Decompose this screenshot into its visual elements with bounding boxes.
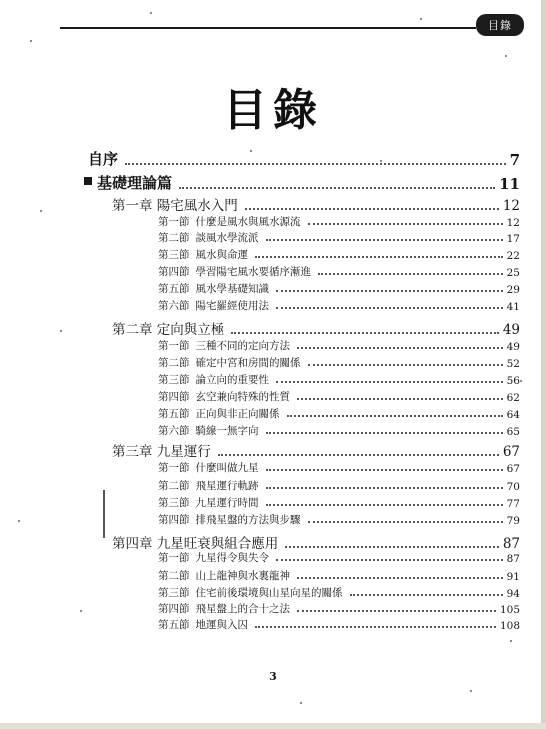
toc-label (158, 512, 304, 527)
scan-speck (470, 690, 472, 692)
toc-part-entry (84, 172, 520, 193)
toc-section-number: 第五節 (158, 408, 190, 420)
toc-section-number: 第三節 (158, 587, 190, 599)
dot-leader (276, 289, 503, 292)
dot-leader (308, 520, 503, 523)
toc-section-number: 第四節 (158, 391, 190, 403)
scan-speck (420, 18, 422, 20)
toc-label (158, 355, 304, 370)
toc-label (158, 281, 272, 296)
toc-section-entry (158, 389, 520, 404)
toc-title: 風水學基礎知識 (195, 283, 269, 295)
toc-section-number: 第四節 (158, 514, 190, 526)
toc-section-entry (158, 281, 520, 296)
toc-chapter-entry (112, 532, 520, 552)
scan-speck (300, 702, 302, 704)
toc-title: 九星運行時間 (195, 497, 259, 509)
toc-title: 騎線一無字向 (195, 425, 259, 437)
dot-leader (276, 380, 503, 383)
toc-page-number: 79 (506, 515, 520, 527)
scan-speck (520, 380, 522, 382)
toc-label (112, 318, 227, 338)
toc-label (158, 372, 272, 387)
toc-title: 山上龍神與水裏龍神 (195, 570, 290, 582)
toc-label (158, 550, 272, 565)
toc-section-number: 第六節 (158, 300, 190, 312)
toc-section-number: 第四節 (158, 603, 190, 615)
toc-section-entry (158, 423, 520, 438)
toc-page-number: 29 (506, 284, 520, 296)
toc-label (112, 532, 281, 552)
dot-leader (266, 238, 503, 241)
dot-leader (308, 222, 503, 225)
dot-leader (276, 306, 503, 309)
toc-section-number: 第二節 (158, 570, 190, 582)
toc-section-entry (158, 617, 520, 632)
dot-leader (287, 414, 503, 417)
dot-leader (245, 207, 499, 210)
dot-leader (308, 363, 503, 366)
toc-title: 地運與入囚 (195, 619, 248, 631)
toc-label (158, 338, 293, 353)
toc-label (88, 148, 121, 169)
toc-title: 正向與非正向關係 (195, 408, 280, 420)
toc-page-number: 91 (506, 571, 520, 583)
toc-section-entry (158, 512, 520, 527)
dot-leader (266, 431, 503, 434)
toc-title: 第三章 九星運行 (112, 444, 211, 460)
scan-speck (80, 610, 82, 612)
toc-section-number: 第一節 (158, 340, 190, 352)
toc-page-number: 105 (499, 604, 520, 616)
scan-speck (250, 150, 252, 152)
toc-title: 第二章 定向與立極 (112, 322, 225, 338)
toc-label (158, 601, 293, 616)
toc-section-entry (158, 264, 520, 279)
dot-leader (297, 397, 503, 400)
toc-chapter-entry (112, 194, 520, 214)
toc-title: 確定中宮和房間的關係 (195, 357, 301, 369)
toc-page-number: 49 (502, 322, 520, 338)
toc-chapter-entry (112, 440, 520, 460)
toc-page-number: 12 (506, 217, 520, 229)
toc-title: 什麼是風水與風水源流 (195, 216, 301, 228)
scan-speck (18, 520, 20, 522)
dot-leader (255, 255, 503, 258)
toc-section-number: 第一節 (158, 462, 190, 474)
toc-section-entry (158, 338, 520, 353)
dot-leader (350, 593, 503, 596)
toc-section-entry (158, 230, 520, 245)
toc-section-entry (158, 406, 520, 421)
toc-page-number: 17 (506, 233, 520, 245)
toc-label (158, 214, 304, 229)
toc-title: 學習陽宅風水要循序漸進 (195, 266, 311, 278)
toc-section-number: 第六節 (158, 425, 190, 437)
toc-label (158, 247, 251, 262)
dot-leader (255, 625, 496, 628)
toc-section-entry (158, 585, 520, 600)
dot-leader (285, 545, 499, 548)
toc-title: 陽宅羅經使用法 (195, 300, 269, 312)
dot-leader (231, 331, 499, 334)
dot-leader (266, 503, 503, 506)
toc-label (158, 478, 262, 493)
toc-page-number: 41 (506, 301, 520, 313)
header-tab-label: 目錄 (488, 19, 512, 32)
toc-label (112, 440, 214, 460)
toc-page-number: 70 (506, 481, 520, 493)
scan-speck (510, 640, 512, 642)
toc-title: 基礎理論篇 (97, 174, 173, 192)
toc-page-number: 87 (502, 536, 520, 552)
toc-page-number: 64 (506, 409, 520, 421)
toc-section-number: 第一節 (158, 216, 190, 228)
scan-speck (30, 40, 32, 42)
toc-page-number: 77 (506, 498, 520, 510)
toc-section-entry (158, 495, 520, 510)
toc-section-number: 第五節 (158, 619, 190, 631)
scan-speck (505, 55, 507, 57)
toc-title: 自序 (88, 150, 119, 168)
toc-section-entry (158, 214, 520, 229)
toc-label (158, 389, 293, 404)
toc-page-number: 11 (499, 175, 520, 193)
toc-title: 談風水學流派 (195, 232, 259, 244)
toc-section-number: 第四節 (158, 266, 190, 278)
toc-label (84, 172, 175, 193)
toc-title: 飛星運行軌跡 (195, 480, 259, 492)
dot-leader (276, 558, 503, 561)
toc-label (112, 194, 241, 214)
toc-label (158, 617, 251, 632)
dot-leader (179, 186, 495, 189)
toc-part-entry (88, 148, 520, 169)
toc-title: 第四章 九星旺衰與組合應用 (112, 536, 279, 552)
toc-page-number: 67 (506, 463, 520, 475)
toc-chapter-entry (112, 318, 520, 338)
scan-speck (150, 12, 152, 14)
page-title: 目錄 (223, 85, 323, 136)
scan-speck (60, 330, 62, 332)
toc-section-number: 第一節 (158, 552, 190, 564)
toc-section-number: 第二節 (158, 232, 190, 244)
toc-page-number: 94 (506, 588, 520, 600)
toc-page-number: 65 (506, 426, 520, 438)
toc-title: 排飛星盤的方法與步驟 (195, 514, 301, 526)
dot-leader (266, 468, 503, 471)
toc-title: 什麼叫做九星 (195, 462, 259, 474)
toc-label (158, 568, 293, 583)
toc-section-number: 第二節 (158, 480, 190, 492)
toc-title: 住宅前後環境與山星向星的關係 (195, 587, 343, 599)
dot-leader (125, 162, 506, 165)
toc-label (158, 298, 272, 313)
toc-title: 玄空兼向特殊的性質 (195, 391, 290, 403)
toc-label (158, 264, 314, 279)
toc-label (158, 460, 262, 475)
toc-section-entry (158, 478, 520, 493)
toc-page-number: 56 (506, 375, 520, 387)
toc-title: 飛星盤上的合十之法 (195, 603, 290, 615)
toc-section-number: 第三節 (158, 374, 190, 386)
toc-title: 風水與命運 (195, 249, 248, 261)
toc-page-number: 49 (506, 341, 520, 353)
toc-section-entry (158, 550, 520, 565)
dot-leader (318, 272, 503, 275)
toc-section-entry (158, 568, 520, 583)
toc-page-number: 87 (506, 553, 520, 565)
toc-label (158, 495, 262, 510)
toc-page-number: 25 (506, 267, 520, 279)
toc-page-number: 7 (509, 151, 520, 169)
toc-title: 第一章 陽宅風水入門 (112, 198, 238, 214)
margin-mark (103, 490, 105, 538)
toc-page-number: 12 (502, 198, 520, 214)
toc-section-number: 第三節 (158, 249, 190, 261)
toc-title: 三種不同的定向方法 (195, 340, 290, 352)
toc-title: 論立向的重要性 (195, 374, 269, 386)
scan-speck (380, 160, 382, 162)
toc-label (158, 406, 283, 421)
toc-section-entry (158, 601, 520, 616)
toc-title: 九星得令與失令 (195, 552, 269, 564)
dot-leader (297, 346, 503, 349)
toc-label (158, 585, 346, 600)
toc-section-entry (158, 460, 520, 475)
toc-section-entry (158, 247, 520, 262)
toc-section-number: 第三節 (158, 497, 190, 509)
dot-leader (266, 486, 503, 489)
toc-section-entry (158, 372, 520, 387)
toc-section-number: 第五節 (158, 283, 190, 295)
toc-section-number: 第二節 (158, 357, 190, 369)
square-bullet-icon (84, 177, 92, 185)
toc-label (158, 423, 262, 438)
toc-page-number: 62 (506, 392, 520, 404)
dot-leader (218, 453, 499, 456)
toc-section-entry (158, 298, 520, 313)
toc-page-number: 52 (506, 358, 520, 370)
toc-page-number: 67 (502, 444, 520, 460)
page-number: 3 (269, 670, 277, 683)
scan-speck (40, 210, 42, 212)
toc-page-number: 108 (499, 620, 520, 632)
toc-label (158, 230, 262, 245)
toc-section-entry (158, 355, 520, 370)
dot-leader (297, 609, 496, 612)
dot-leader (297, 576, 503, 579)
toc-page-number: 22 (506, 250, 520, 262)
